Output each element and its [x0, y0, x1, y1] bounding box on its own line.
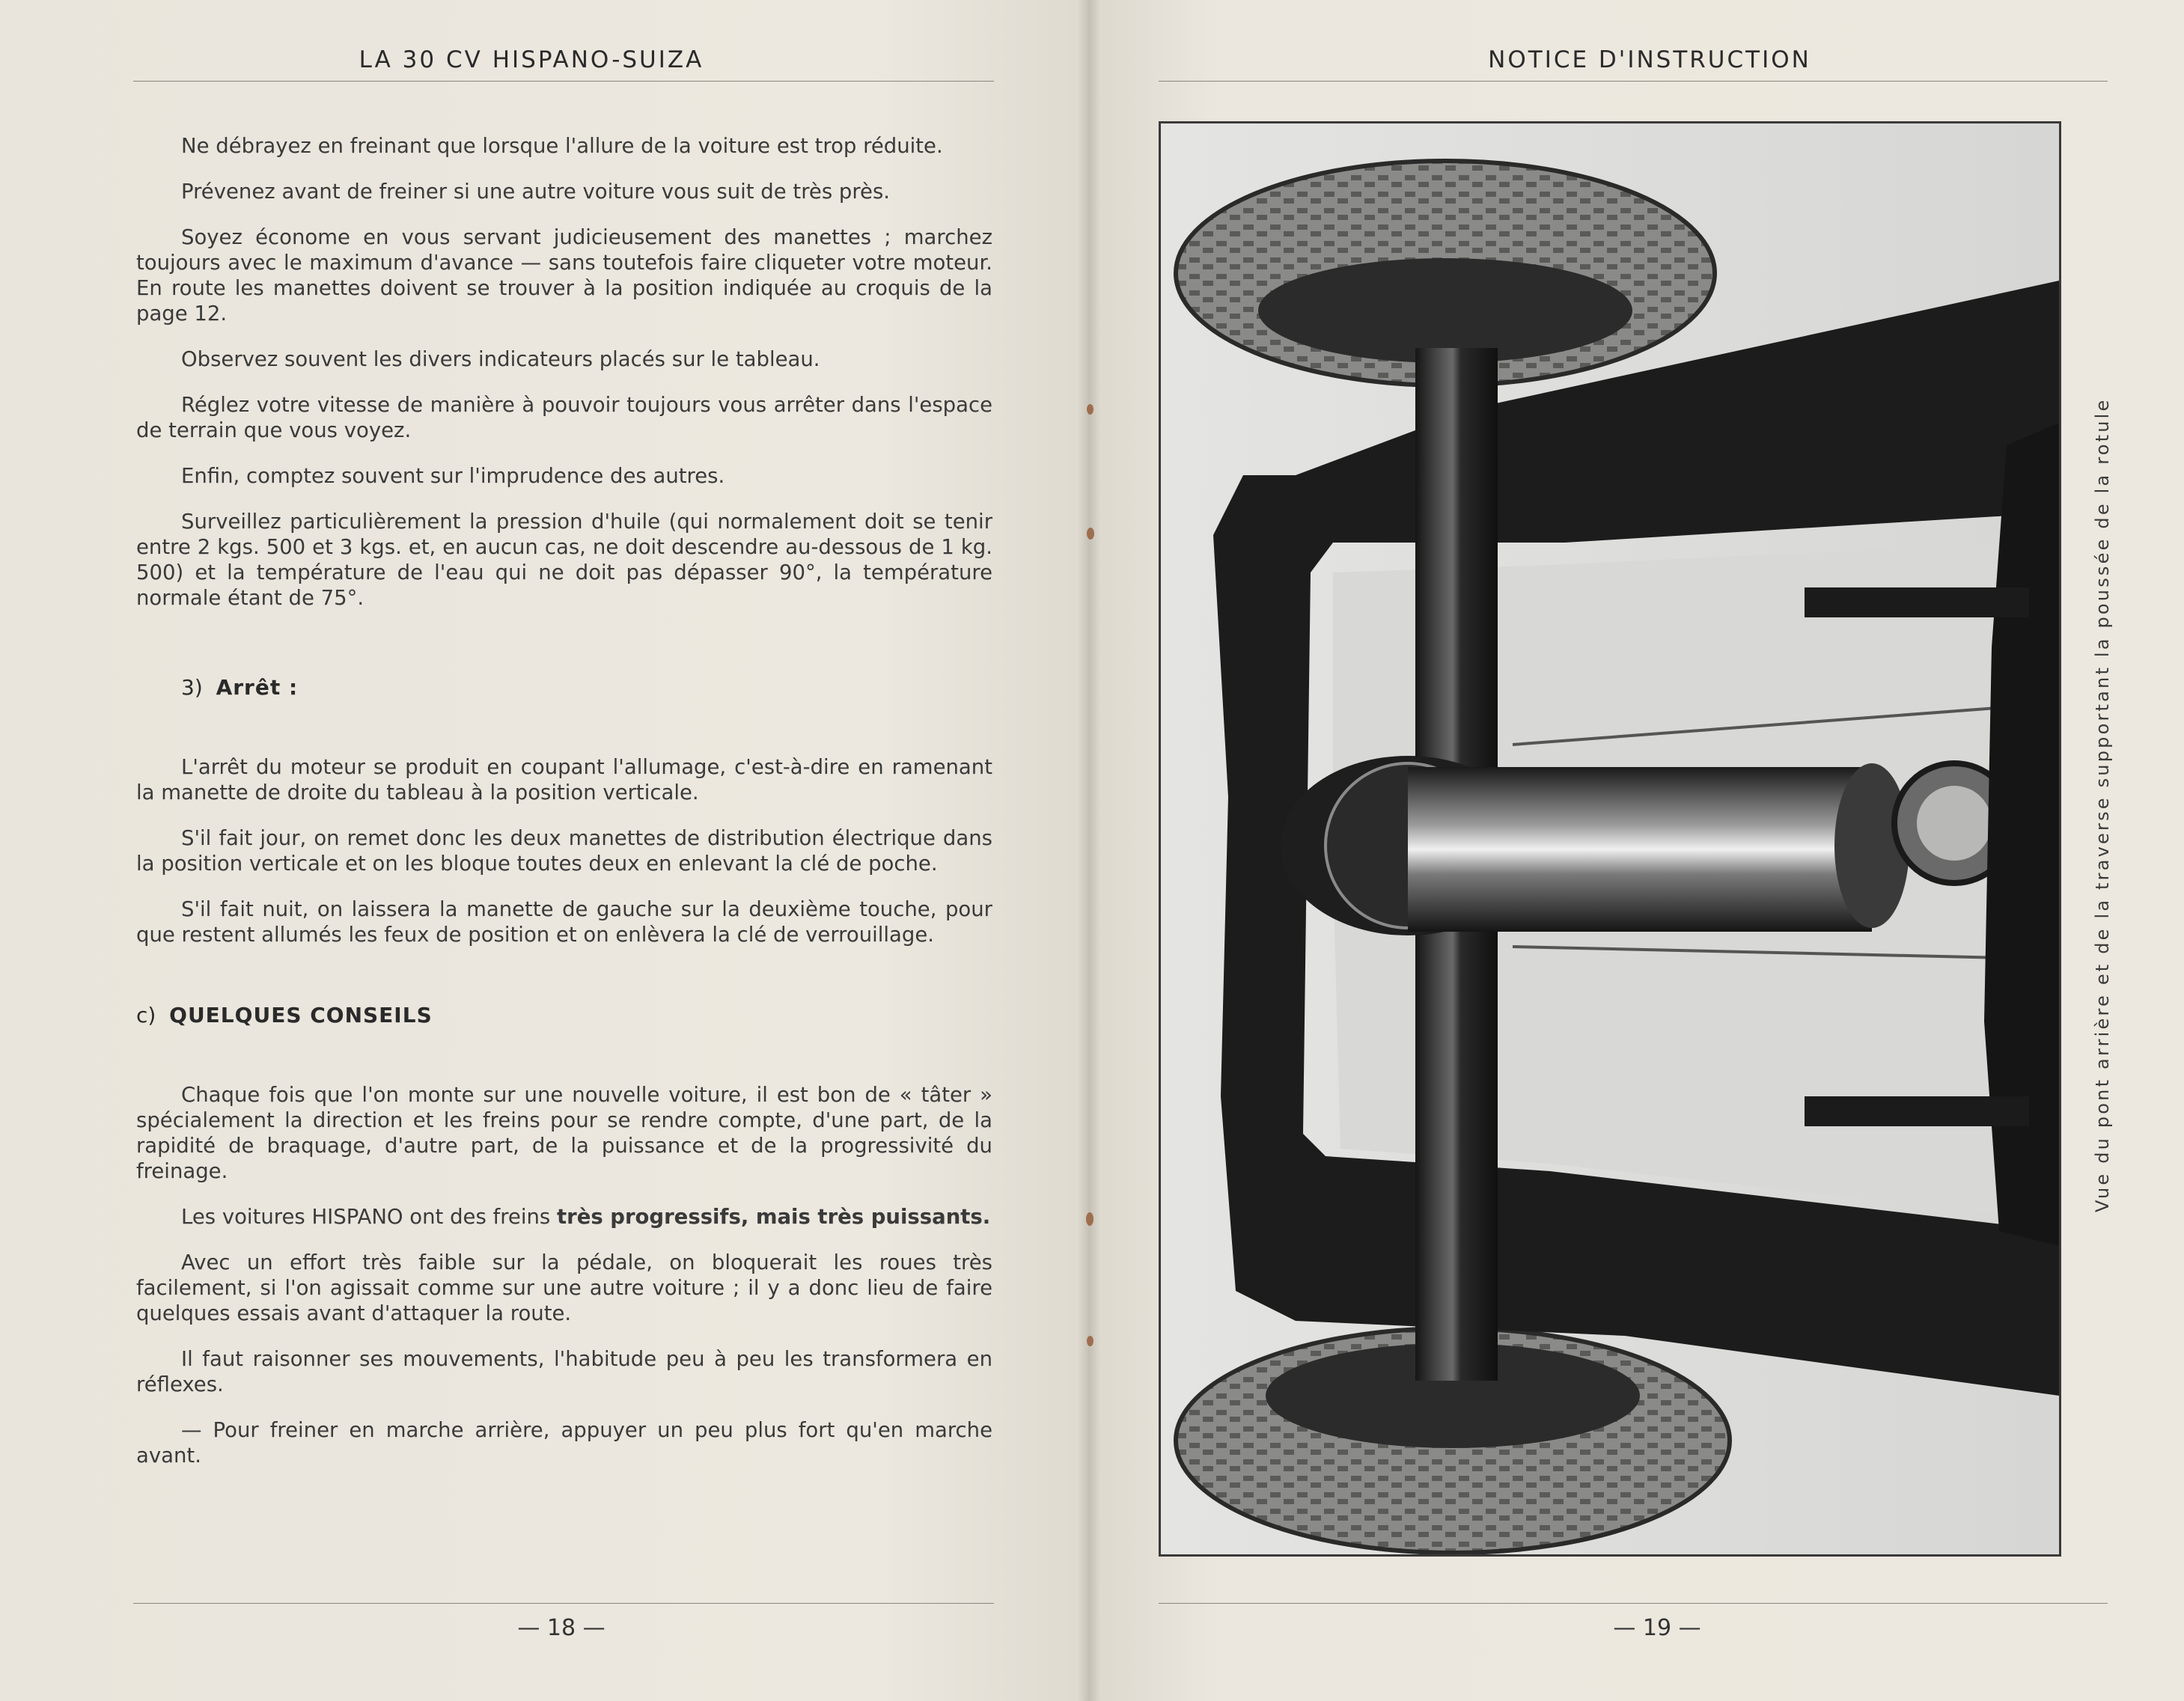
- paragraph: L'arrêt du moteur se produit en coupant l'allumage, c'est-à-dire en ramenant la manette de droite du tableau à la position verticale.: [136, 755, 992, 804]
- right-page-number: — 19 —: [1613, 1615, 1701, 1641]
- paragraph: Observez souvent les divers indicateurs placés sur le tableau.: [181, 347, 820, 371]
- chassis-photo: [1159, 121, 2061, 1557]
- paragraph: Avec un effort très faible sur la pédale, on bloquerait les roues très facilement, si l'on agissait comme sur une autre voiture ; il y a donc lieu de faire quelques essais avant d'attaquer la route.: [136, 1250, 992, 1325]
- paragraph: S'il fait jour, on remet donc les deux manettes de distribution électrique dans la position verticale et on les bloque toutes deux en enlevant la clé de poche.: [136, 826, 992, 876]
- photo-caption-anchor: [2092, 397, 2113, 1213]
- section-3-heading: [181, 675, 992, 700]
- paragraph: Soyez économe en vous servant judicieusement des manettes ; marchez toujours avec le maximum d'avance — sans toutefois faire cliqueter votre moteur. En route les manettes doivent se trouver à la position indiquée au croquis de la page 12.: [136, 225, 992, 326]
- section-c-title: QUELQUES CONSEILS: [169, 1003, 433, 1027]
- left-page-header: LA 30 CV HISPANO-SUIZA: [359, 46, 704, 73]
- binding-stain: [1087, 1336, 1093, 1346]
- cross-member: [1805, 587, 2029, 617]
- paragraph: Chaque fois que l'on monte sur une nouvelle voiture, il est bon de « tâter » spécialement la direction et les freins pour se rendre compte, d'une part, de la rapidité de braquage, d'autre part, de la puissance et de la progressivité du freinage.: [136, 1083, 992, 1183]
- right-page-header: NOTICE D'INSTRUCTION: [1488, 46, 1811, 73]
- right-footer-rule: [1159, 1603, 2108, 1604]
- paragraph: Enfin, comptez souvent sur l'imprudence des autres.: [181, 464, 725, 488]
- section-c-letter: c): [136, 1003, 156, 1027]
- paragraph-hispano-text: Les voitures HISPANO ont des freins: [181, 1205, 557, 1229]
- paragraph: Prévenez avant de freiner si une autre voiture vous suit de très près.: [181, 180, 891, 204]
- section-c-heading: [136, 1003, 992, 1028]
- rear-axle-upper: [1415, 348, 1498, 767]
- left-page: [0, 0, 1088, 1701]
- rear-axle-lower: [1415, 932, 1498, 1381]
- paragraph-hispano-bold: très progressifs, mais très puissants.: [556, 1205, 991, 1229]
- paragraph-hispano: [136, 1204, 992, 1230]
- binding-stain: [1086, 1212, 1093, 1226]
- paragraph: Surveillez particulièrement la pression d'huile (qui normalement doit se tenir entre 2 kgs. 500 et 3 kgs. et, en aucun cas, ne doit descendre au-dessous de 1 kg. 500) et la température de l'eau qui ne doit pas dépasser 90°, la température normale étant de 75°.: [136, 510, 992, 610]
- paragraph: Il faut raisonner ses mouvements, l'habitude peu à peu les transformera en réflexes.: [136, 1347, 992, 1396]
- binding-stain: [1087, 528, 1094, 540]
- section-3-title: Arrêt :: [216, 675, 299, 700]
- cross-member: [1805, 1096, 2029, 1126]
- photo-caption: Vue du pont arrière et de la traverse supportant la poussée de la rotule: [2092, 397, 2113, 1212]
- right-header-rule: [1159, 81, 2108, 82]
- paragraph: S'il fait nuit, on laissera la manette de gauche sur la deuxième touche, pour que restent allumés les feux de position et on enlèvera la clé de verrouillage.: [136, 897, 992, 947]
- chassis-illustration: [1161, 123, 2059, 1554]
- left-header-rule: [133, 81, 994, 82]
- paragraph: Ne débrayez en freinant que lorsque l'allure de la voiture est trop réduite.: [181, 134, 943, 158]
- section-3-number: 3): [181, 675, 203, 700]
- binding-stain: [1087, 404, 1093, 415]
- left-page-body: [136, 133, 992, 1488]
- book-gutter: [1078, 0, 1100, 1701]
- paragraph: — Pour freiner en marche arrière, appuyer un peu plus fort qu'en marche avant.: [136, 1418, 992, 1468]
- paragraph: Réglez votre vitesse de manière à pouvoir toujours vous arrêter dans l'espace de terrain que vous voyez.: [136, 393, 992, 442]
- left-page-number: — 18 —: [517, 1615, 606, 1641]
- left-footer-rule: [133, 1603, 994, 1604]
